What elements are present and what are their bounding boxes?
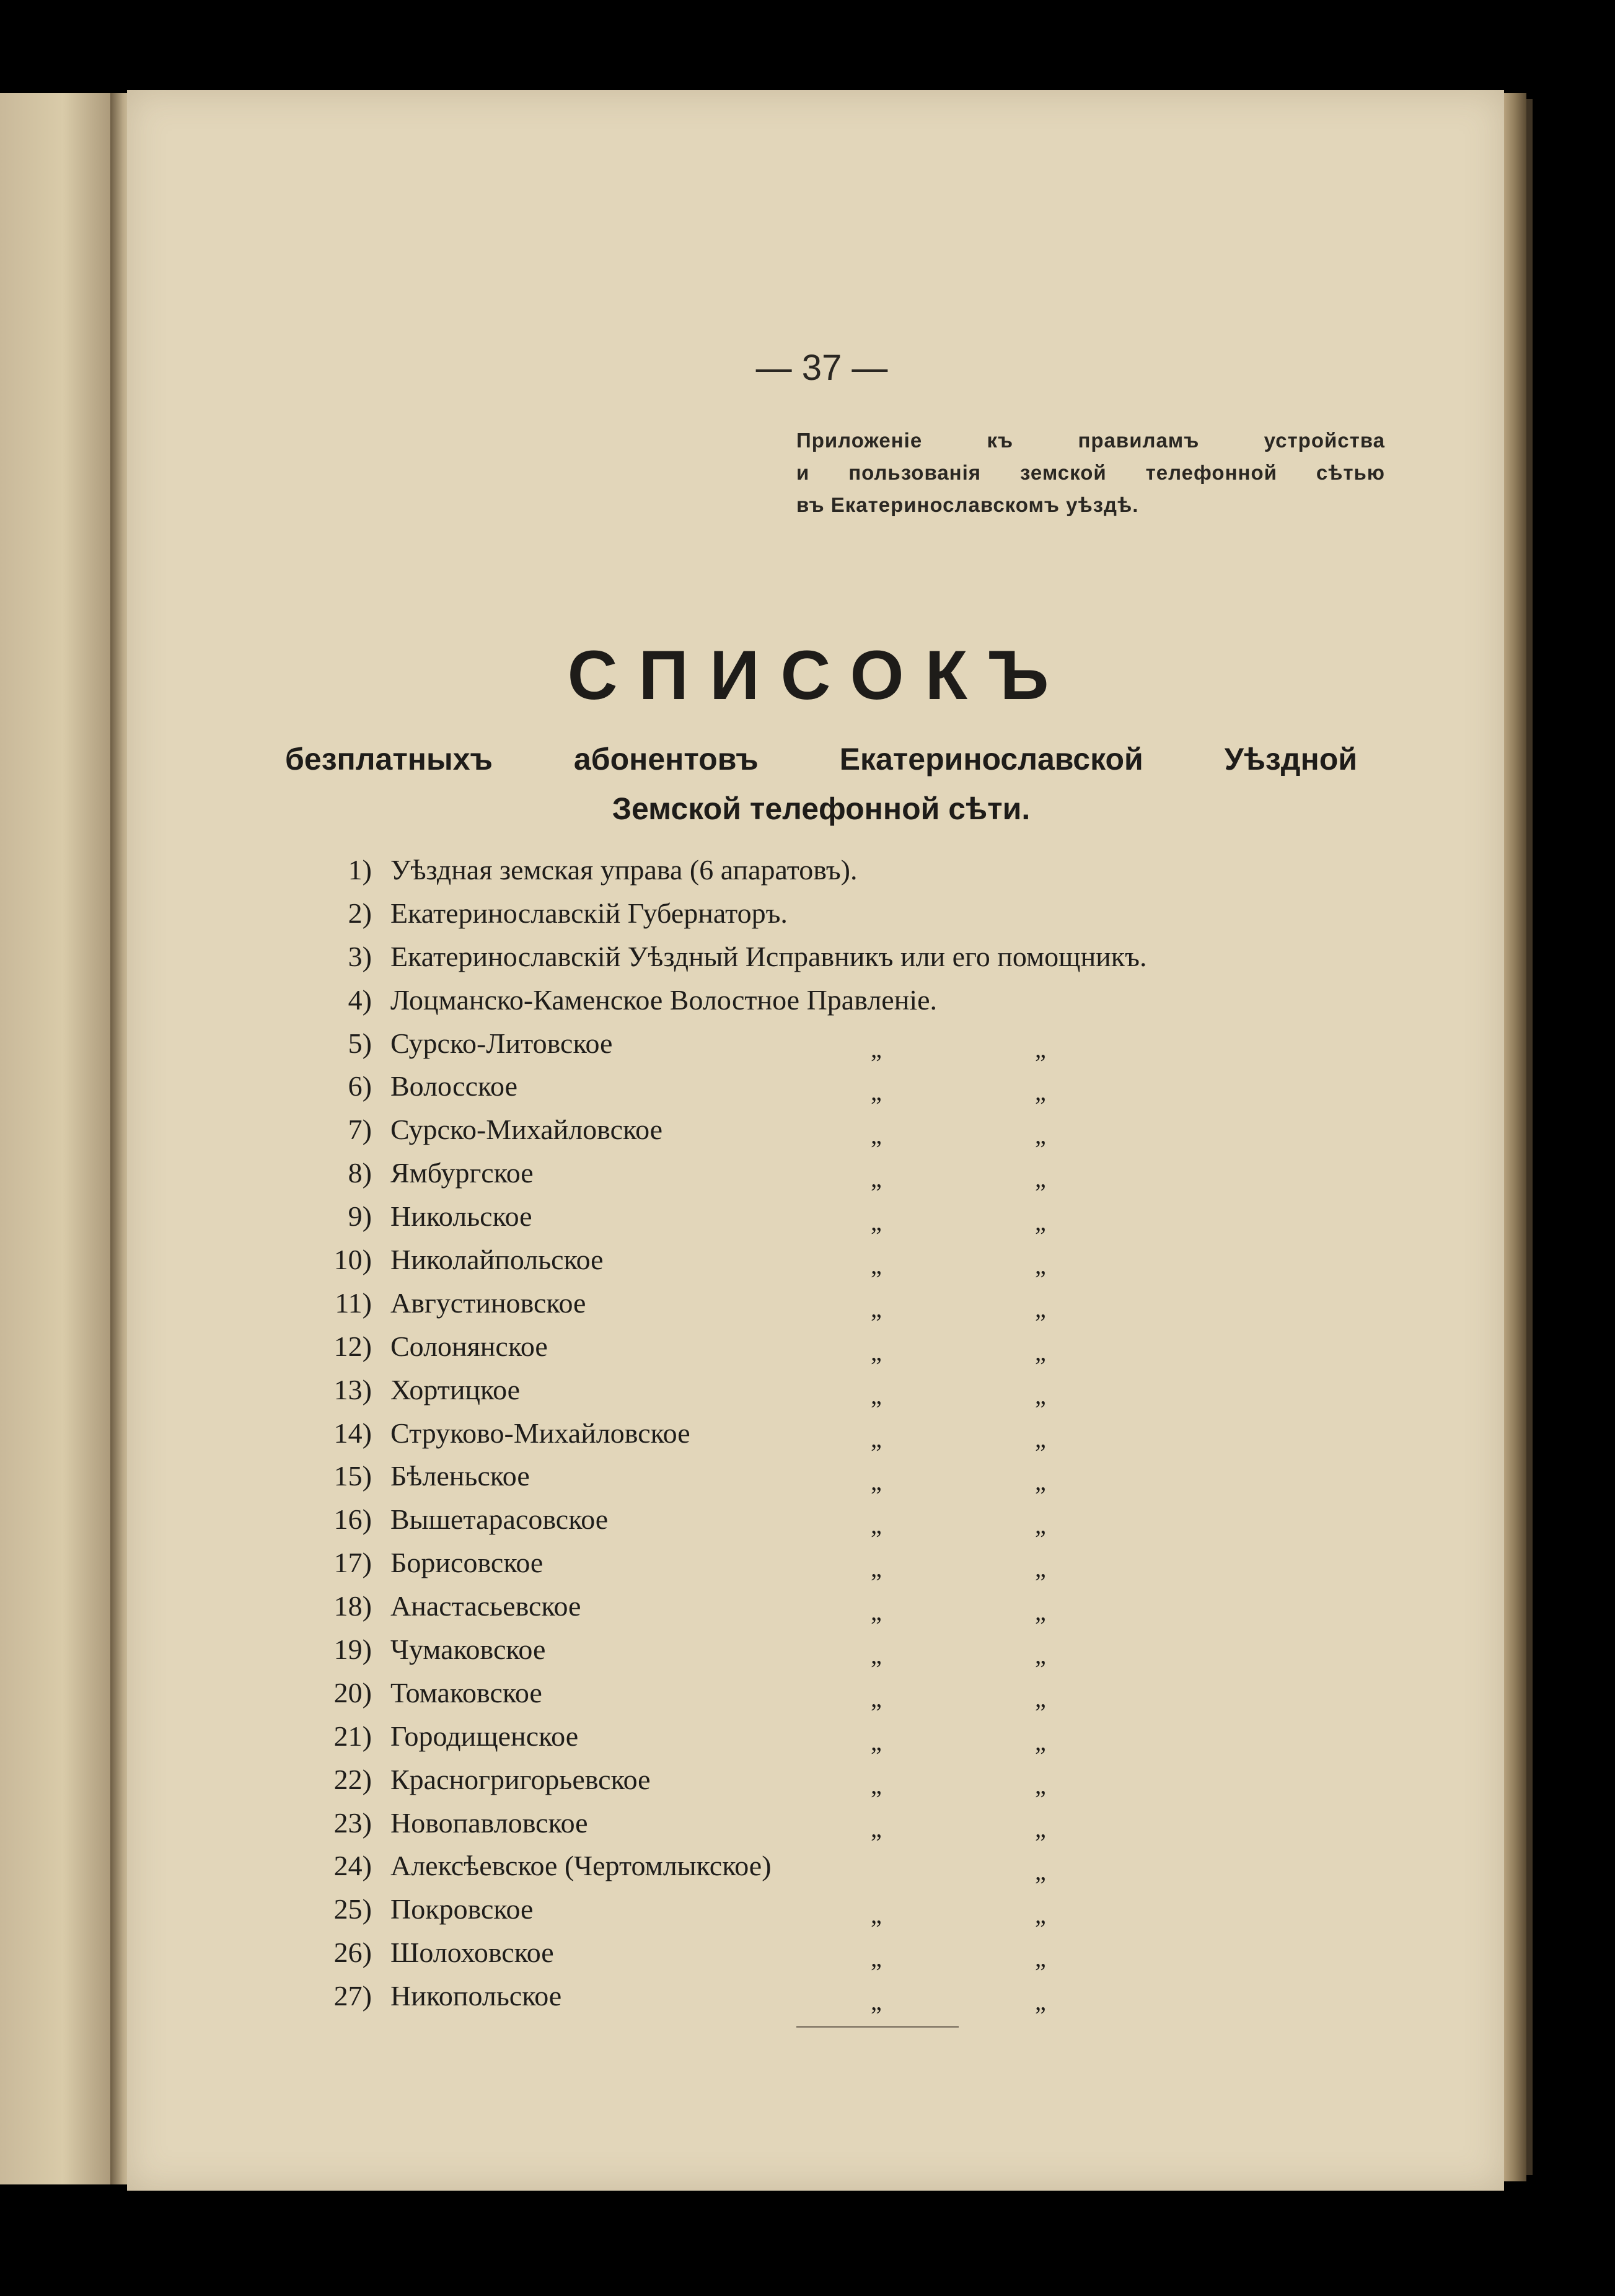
- list-item-name: Уѣздная земская управа (6 апаратовъ).: [390, 854, 858, 886]
- ditto-mark: „: [1035, 1987, 1046, 2016]
- list-item: [245, 1804, 1391, 1847]
- list-item-number: 14): [333, 1417, 372, 1449]
- list-item-number: 6): [348, 1070, 372, 1102]
- list-item-number: 24): [333, 1850, 372, 1882]
- ditto-mark: „: [871, 1987, 882, 2016]
- list-item-name: Чумаковское: [390, 1634, 546, 1666]
- ditto-mark: „: [1035, 1251, 1046, 1280]
- list-item-name: Волосское: [390, 1070, 518, 1102]
- list-item-name: Екатеринославскій Уѣздный Исправникъ или его помощникъ.: [390, 940, 1147, 972]
- list-item: [245, 1024, 1391, 1068]
- list-item-number: 21): [333, 1720, 372, 1752]
- appendix-note: [796, 424, 1385, 521]
- ditto-mark: „: [871, 1554, 882, 1583]
- ditto-mark: „: [1035, 1294, 1046, 1322]
- ditto-mark: „: [1035, 1208, 1046, 1236]
- list-item-number: 2): [348, 897, 372, 929]
- list-item: [245, 894, 1391, 938]
- ditto-mark: „: [1035, 1944, 1046, 1973]
- ditto-mark: „: [871, 1770, 882, 1799]
- ditto-mark: „: [1035, 1727, 1046, 1756]
- list-item: [245, 1977, 1391, 2020]
- ditto-mark: „: [871, 1598, 882, 1626]
- list-item-number: 20): [333, 1676, 372, 1709]
- appendix-note-line: и пользованія земской телефонной сѣтью: [796, 461, 1385, 484]
- ditto-mark: „: [1035, 1078, 1046, 1106]
- list-item-number: 1): [348, 854, 372, 886]
- right-page-edge: [1504, 93, 1526, 2181]
- list-item-name: Алексѣевское (Чертомлыкское): [390, 1850, 772, 1882]
- ditto-mark: „: [871, 1511, 882, 1539]
- list-item: [245, 1890, 1391, 1933]
- list-item: [245, 1154, 1391, 1197]
- list-item: [245, 1500, 1391, 1544]
- list-item: [245, 1067, 1391, 1111]
- list-item: [245, 1674, 1391, 1717]
- list-item-name: Екатеринославскій Губернаторъ.: [390, 897, 788, 929]
- ditto-mark: „: [871, 1684, 882, 1712]
- book-cover-edge: [1526, 99, 1533, 2175]
- ditto-mark: „: [1035, 1164, 1046, 1193]
- ditto-mark: „: [871, 1208, 882, 1236]
- list-item-number: 22): [333, 1763, 372, 1795]
- list-item-number: 12): [333, 1330, 372, 1362]
- list-item-name: Покровское: [390, 1893, 534, 1925]
- list-item: [245, 1284, 1391, 1327]
- list-item-name: Николайпольское: [390, 1244, 604, 1276]
- ditto-mark: „: [871, 1814, 882, 1842]
- ditto-mark: „: [871, 1251, 882, 1280]
- ditto-mark: „: [871, 1901, 882, 1929]
- list-item-number: 18): [333, 1590, 372, 1622]
- ditto-mark: „: [1035, 1034, 1046, 1063]
- list-item-name: Бѣленьское: [390, 1460, 530, 1492]
- list-item-name: Томаковское: [390, 1676, 542, 1709]
- ditto-mark: „: [1035, 1467, 1046, 1496]
- list-item: [245, 1197, 1391, 1241]
- page-number: — 37 —: [755, 348, 888, 388]
- appendix-note-line: въ Екатеринославскомъ уѣздѣ.: [796, 493, 1139, 516]
- list-item-number: 26): [333, 1937, 372, 1969]
- appendix-note-line: Приложеніе къ правиламъ устройства: [796, 429, 1385, 452]
- ditto-mark: „: [1035, 1598, 1046, 1626]
- ditto-mark: „: [1035, 1511, 1046, 1539]
- list-item-number: 9): [348, 1200, 372, 1233]
- list-item-number: 15): [333, 1460, 372, 1492]
- list-item-number: 16): [333, 1503, 372, 1536]
- list-item-name: Лоцманско-Каменское Волостное Правленіе.: [390, 983, 938, 1016]
- list-item: [245, 1327, 1391, 1371]
- list-item: [245, 1414, 1391, 1458]
- list-item-name: Сурско-Михайловское: [390, 1114, 663, 1146]
- list-item-name: Солонянское: [390, 1330, 548, 1362]
- ditto-mark: „: [871, 1164, 882, 1193]
- ditto-mark: „: [1035, 1121, 1046, 1150]
- list-item: [245, 1544, 1391, 1587]
- list-item-name: Струково-Михайловское: [390, 1417, 690, 1449]
- list-item: [245, 1587, 1391, 1630]
- ditto-mark: „: [871, 1944, 882, 1973]
- list-item-number: 3): [348, 940, 372, 972]
- list-item-number: 25): [333, 1893, 372, 1925]
- list-item-name: Городищенское: [390, 1720, 579, 1752]
- list-item-name: Августиновское: [390, 1287, 586, 1319]
- list-item-number: 10): [333, 1244, 372, 1276]
- list-item-number: 5): [348, 1027, 372, 1059]
- ditto-mark: „: [1035, 1814, 1046, 1842]
- list-item: [245, 938, 1391, 981]
- list-item: [245, 981, 1391, 1024]
- ditto-mark: „: [1035, 1901, 1046, 1929]
- left-page-edge: [0, 93, 115, 2184]
- list-item: [245, 1457, 1391, 1500]
- ditto-mark: „: [1035, 1641, 1046, 1669]
- list-item-name: Вышетарасовское: [390, 1503, 609, 1536]
- list-item-name: Ямбургское: [390, 1157, 534, 1189]
- list-item: [245, 1717, 1391, 1761]
- list-item-number: 27): [333, 1980, 372, 2012]
- list-item-name: Хортицкое: [390, 1373, 521, 1405]
- list-item: [245, 1847, 1391, 1890]
- ditto-mark: „: [871, 1078, 882, 1106]
- ditto-mark: „: [1035, 1337, 1046, 1366]
- list-item: [245, 1761, 1391, 1804]
- list-item-number: 13): [333, 1373, 372, 1405]
- page-title: СПИСОКЪ: [567, 636, 1070, 714]
- subtitle-line: Земской телефонной сѣти.: [612, 791, 1031, 826]
- list-item-name: Сурско-Литовское: [390, 1027, 613, 1059]
- ditto-mark: „: [1035, 1770, 1046, 1799]
- list-item: [245, 1111, 1391, 1154]
- ditto-mark: „: [871, 1727, 882, 1756]
- ditto-mark: „: [871, 1424, 882, 1453]
- list-item-number: 19): [333, 1634, 372, 1666]
- ditto-mark: „: [1035, 1684, 1046, 1712]
- ditto-mark: „: [871, 1381, 882, 1409]
- list-item-name: Никольское: [390, 1200, 532, 1233]
- list-item-number: 17): [333, 1547, 372, 1579]
- list-item: [245, 1241, 1391, 1284]
- list-item-number: 23): [333, 1806, 372, 1839]
- list-item-name: Никопольское: [390, 1980, 562, 2012]
- list-item-number: 8): [348, 1157, 372, 1189]
- ditto-mark: „: [871, 1337, 882, 1366]
- ditto-mark: „: [1035, 1381, 1046, 1409]
- subtitle-line: безплатныхъ абонентовъ Екатеринославской Уѣздной: [285, 742, 1357, 776]
- ditto-mark: „: [1035, 1554, 1046, 1583]
- ditto-mark: „: [871, 1467, 882, 1496]
- list-item: [245, 1371, 1391, 1414]
- list-item-name: Красногригорьевское: [390, 1763, 651, 1795]
- ditto-mark: „: [871, 1121, 882, 1150]
- list-item-name: Новопавловское: [390, 1806, 588, 1839]
- list-item-number: 4): [348, 983, 372, 1016]
- ditto-mark: „: [871, 1294, 882, 1322]
- list-item-number: 11): [335, 1287, 372, 1319]
- list-item-name: Борисовское: [390, 1547, 543, 1579]
- list-item-number: 7): [348, 1114, 372, 1146]
- ditto-mark: „: [871, 1641, 882, 1669]
- closing-rule: [796, 2026, 959, 2028]
- list-item: [245, 1933, 1391, 1977]
- ditto-mark: „: [1035, 1424, 1046, 1453]
- list-item: [245, 1630, 1391, 1674]
- ditto-mark: „: [1035, 1857, 1046, 1886]
- page-subtitle: [285, 734, 1357, 834]
- list-item-name: Шолоховское: [390, 1937, 554, 1969]
- ditto-mark: „: [871, 1034, 882, 1063]
- list-item: [245, 851, 1391, 894]
- document-page: [127, 90, 1504, 2191]
- subscriber-list: [245, 851, 1391, 2020]
- list-item-name: Анастасьевское: [390, 1590, 581, 1622]
